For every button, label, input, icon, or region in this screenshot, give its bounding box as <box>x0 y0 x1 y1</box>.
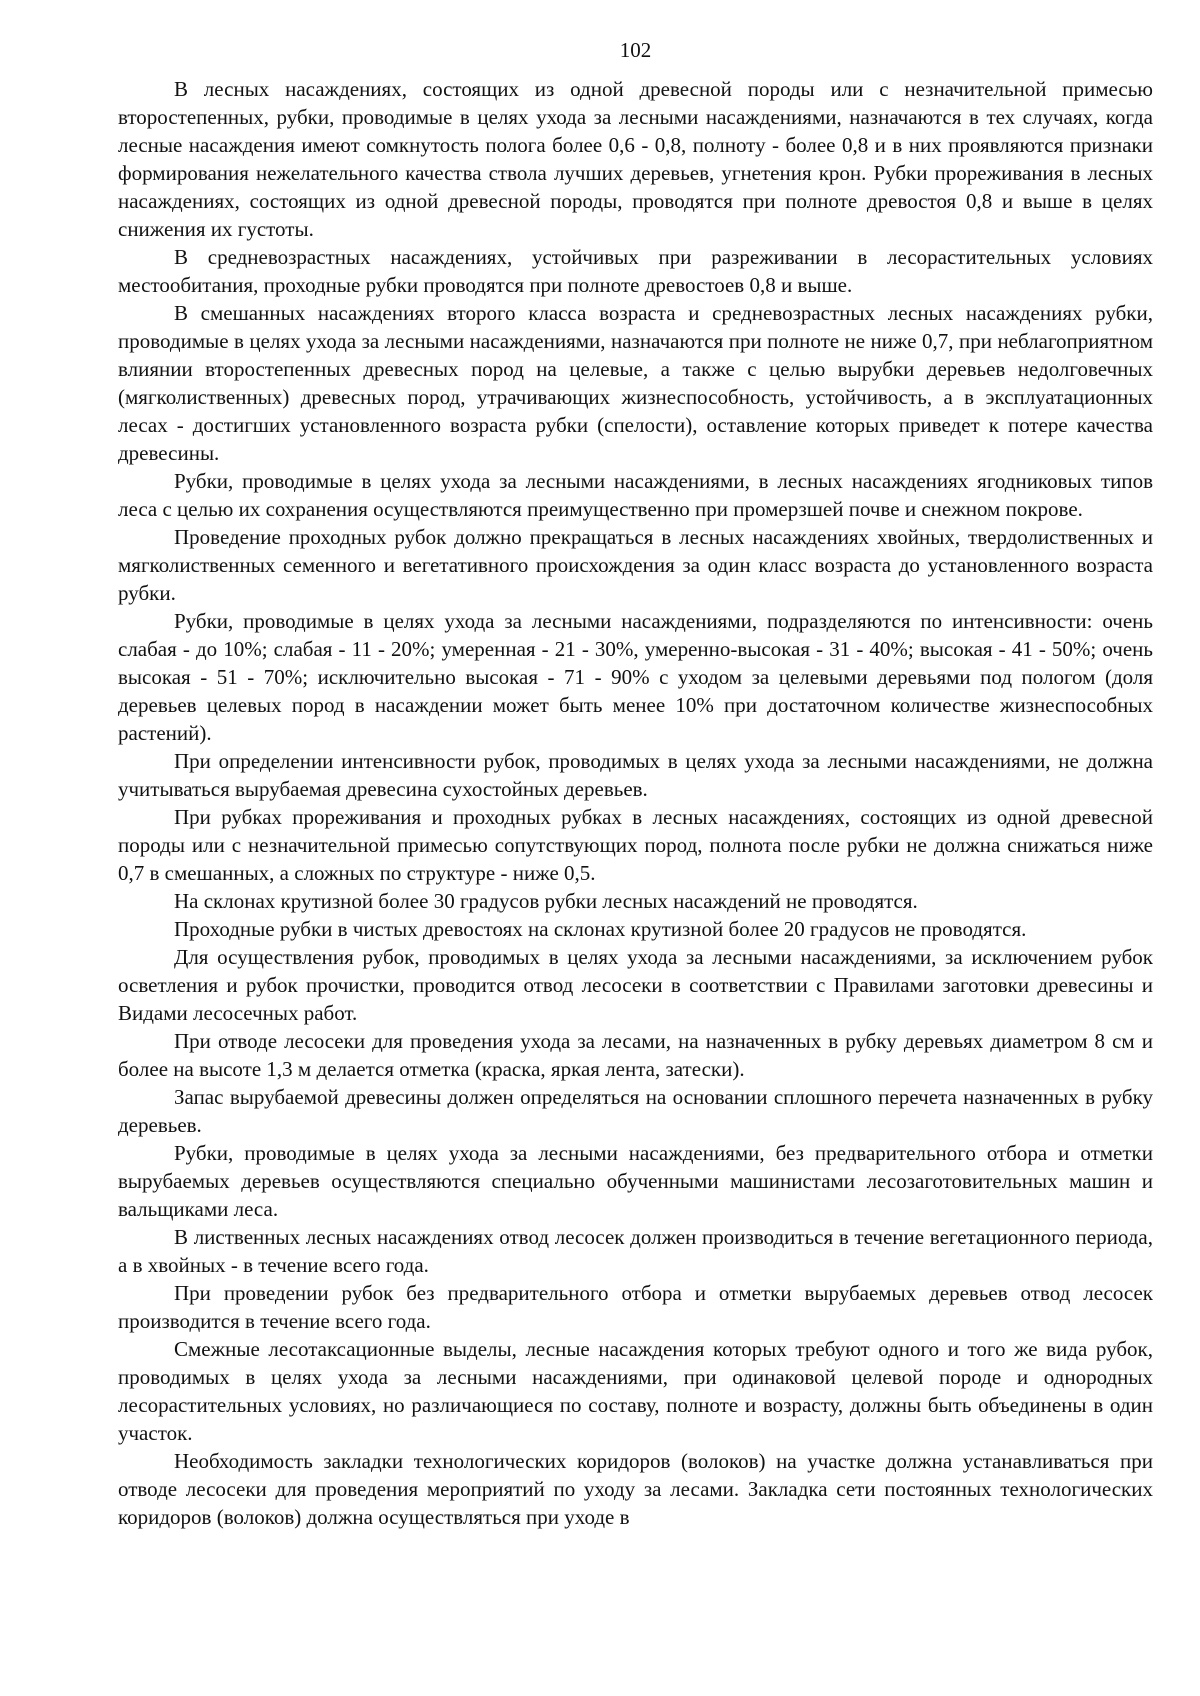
paragraph-allotment-season: В лиственных лесных насаждениях отвод лесосек должен производиться в течение вегетационного периода, а в хвойных - в течение всего года. <box>118 1225 1153 1277</box>
paragraph-passage-cuttings-stop: Проведение проходных рубок должно прекращаться в лесных насаждениях хвойных, твердолиственных и мягколиственных семенного и вегетативного происхождения за один класс возраста до установленного возраста рубки. <box>118 525 1153 605</box>
page-number: 102 <box>619 38 652 62</box>
paragraph-technological-corridors: Необходимость закладки технологических коридоров (волоков) на участке должна устанавливаться при отводе лесосеки для проведения мероприятий по уходу за лесами. Закладка сети постоянных технологических коридоров (волоков) должна осуществляться при уходе в <box>118 1449 1153 1529</box>
paragraph-allotment-all-year: При проведении рубок без предварительного отбора и отметки вырубаемых деревьев отвод лесосек производится в течение всего года. <box>118 1281 1153 1333</box>
paragraph-density-after-cutting: При рубках прореживания и проходных рубках в лесных насаждениях, состоящих из одной древесной породы или с незначительной примесью сопутствующих пород, полнота после рубки не должна снижаться ниже 0,7 в смешанных, а сложных по структуре - ниже 0,5. <box>118 805 1153 885</box>
paragraph-slopes-30: На склонах крутизной более 30 градусов рубки лесных насаждений не проводятся. <box>174 889 918 913</box>
paragraph-wood-stock: Запас вырубаемой древесины должен определяться на основании сплошного перечета назначенных в рубку деревьев. <box>118 1085 1153 1137</box>
paragraph-berry-forest-types: Рубки, проводимые в целях ухода за лесными насаждениями, в лесных насаждениях ягодниковых типов леса с целью их сохранения осуществляются преимущественно при промерзшей почве и снежном покрове. <box>118 469 1153 521</box>
paragraph-cutting-area-allotment: Для осуществления рубок, проводимых в целях ухода за лесными насаждениями, за исключением рубок осветления и рубок прочистки, проводится отвод лесосеки в соответствии с Правилами заготовки древесины и Видами лесосечных работ. <box>118 945 1153 1025</box>
paragraph-without-preselection: Рубки, проводимые в целях ухода за лесными насаждениями, без предварительного отбора и отметки вырубаемых деревьев осуществляются специально обученными машинистами лесозаготовительных машин и вальщиками леса. <box>118 1141 1153 1221</box>
paragraph-mixed-stands: В смешанных насаждениях второго класса возраста и средневозрастных лесных насаждениях рубки, проводимые в целях ухода за лесными насаждениями, назначаются при полноте не ниже 0,7, при неблагоприятном влиянии второстепенных древесных пород на целевые, а также с целью вырубки деревьев недолговечных (мягколиственных) древесных пород, утрачивающих жизнеспособность, устойчивость, а в эксплуатационных лесах - достигших установленного возраста рубки (спелости), оставление которых приведет к потере качества древесины. <box>118 301 1153 465</box>
paragraph-adjacent-plots: Смежные лесотаксационные выделы, лесные насаждения которых требуют одного и того же вида рубок, проводимых в целях ухода за лесными насаждениями, при одинаковой целевой породе и однородных лесорастительных условиях, но различающиеся по составу, полноте и возрасту, должны быть объединены в один участок. <box>118 1337 1153 1445</box>
paragraph-intensity-determination: При определении интенсивности рубок, проводимых в целях ухода за лесными насаждениями, не должна учитываться вырубаемая древесина сухостойных деревьев. <box>118 749 1153 801</box>
paragraph-tree-marking: При отводе лесосеки для проведения ухода за лесами, на назначенных в рубку деревьях диаметром 8 см и более на высоте 1,3 м делается отметка (краска, яркая лента, затески). <box>118 1029 1153 1081</box>
paragraph-slopes-20: Проходные рубки в чистых древостоях на склонах крутизной более 20 градусов не проводятся. <box>174 917 1027 941</box>
paragraph-intensity-classes: Рубки, проводимые в целях ухода за лесными насаждениями, подразделяются по интенсивности: очень слабая - до 10%; слабая - 11 - 20%; умеренная - 21 - 30%, умеренно-высокая - 31 - 40%; высокая - 41 - 50%; очень высокая - 51 - 70%; исключительно высокая - 71 - 90% с уходом за целевыми деревьями под пологом (доля деревьев целевых пород в насаждении может быть менее 10% при достаточном количестве жизнеспособных растений). <box>118 609 1153 745</box>
paragraph-middle-aged-stands: В средневозрастных насаждениях, устойчивых при разреживании в лесорастительных условиях местообитания, проходные рубки проводятся при полноте древостоев 0,8 и выше. <box>118 245 1153 297</box>
document-page <box>118 36 1153 1531</box>
paragraph-pure-stands: В лесных насаждениях, состоящих из одной древесной породы или с незначительной примесью второстепенных, рубки, проводимые в целях ухода за лесными насаждениями, назначаются в тех случаях, когда лесные насаждения имеют сомкнутость полога более 0,6 - 0,8, полноту - более 0,8 и в них проявляются признаки формирования нежелательного качества ствола лучших деревьев, угнетения крон. Рубки прореживания в лесных насаждениях, состоящих из одной древесной породы, проводятся при полноте древостоя 0,8 и выше в целях снижения их густоты. <box>118 77 1153 241</box>
